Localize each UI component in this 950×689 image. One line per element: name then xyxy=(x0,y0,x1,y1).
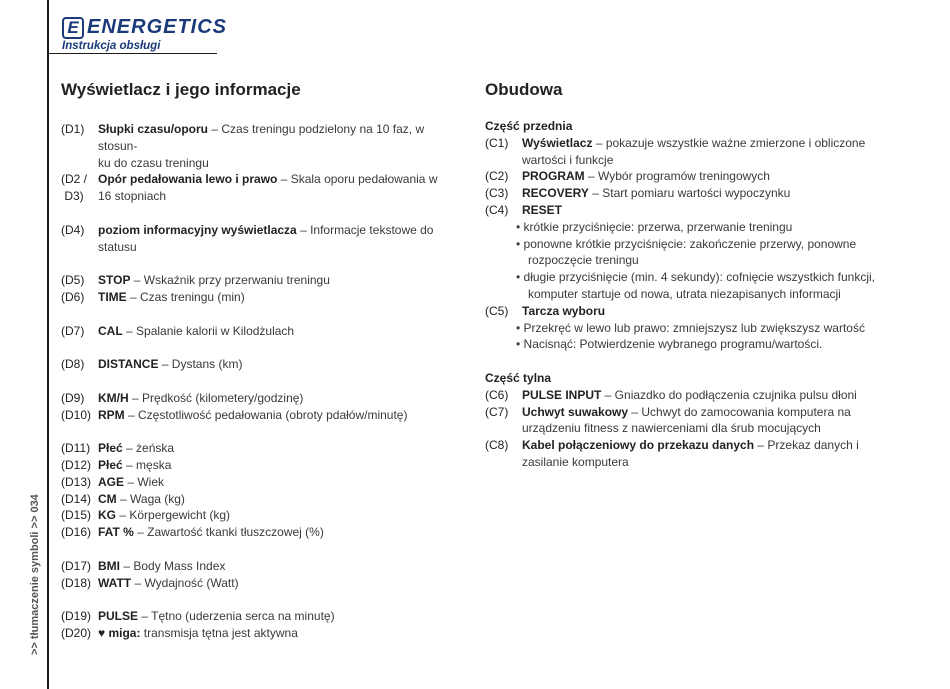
item-label: (D19) xyxy=(61,609,92,624)
item-term: Kabel połączeniowy do przekazu danych xyxy=(522,438,755,453)
item-term: Płeć xyxy=(98,441,123,456)
brand-name: ENERGETICS xyxy=(87,16,228,38)
item-label: (C4) xyxy=(485,202,509,217)
item-label: (D16) xyxy=(61,525,92,540)
item-desc: – Informacje tekstowe do xyxy=(296,222,434,237)
item-term: TIME xyxy=(98,289,127,304)
reset-bullet: • ponowne krótkie przyciśnięcie: zakończenie przerwy, ponowne rozpoczęcie treningu xyxy=(516,236,857,268)
item-label: (D17) xyxy=(61,558,92,573)
legend-item-d5 xyxy=(61,272,461,289)
legend-item-d12 xyxy=(61,457,461,474)
item-term: Słupki czasu/oporu xyxy=(98,122,209,136)
item-label: (D8) xyxy=(61,357,85,372)
item-term: WATT xyxy=(98,575,132,590)
dial-bullet: • Przekręć w lewo lub prawo: zmniejszysz lub zwiększysz wartość xyxy=(516,320,865,335)
item-term: Tarcza wyboru xyxy=(522,303,606,318)
item-label: (C2) xyxy=(485,169,509,184)
legend-item-d9 xyxy=(61,390,461,407)
item-term: PULSE xyxy=(98,609,139,624)
item-desc: – Start pomiaru wartości wypoczynku xyxy=(588,186,791,201)
item-label: (D5) xyxy=(61,273,85,288)
item-term: RESET xyxy=(522,202,563,217)
item-desc: – Przekaz danych i xyxy=(754,438,859,453)
item-term: AGE xyxy=(98,474,125,489)
item-label: (C1) xyxy=(485,135,509,150)
item-desc: – Spalanie kalorii w Kilodżulach xyxy=(122,323,295,338)
item-label: (D13) xyxy=(61,474,92,489)
item-desc: – Prędkość (kilometery/godzinę) xyxy=(128,390,304,405)
legend-item-d1 xyxy=(61,121,461,171)
item-term: Uchwyt suwakowy xyxy=(522,404,629,419)
item-label: (D10) xyxy=(61,407,92,422)
item-term: KG xyxy=(98,508,116,523)
item-label: (C5) xyxy=(485,303,509,318)
front-heading: Część przednia xyxy=(485,119,573,133)
item-label: (D15) xyxy=(61,508,92,523)
item-label: (D6) xyxy=(61,289,85,304)
item-desc-cont: urządzeniu fitness z nawierceniami dla śrub mocujących xyxy=(522,421,821,436)
item-desc-cont: zasilanie komputera xyxy=(522,454,629,469)
legend-item-c6 xyxy=(485,387,905,404)
legend-item-d19 xyxy=(61,608,461,625)
legend-item-d15 xyxy=(61,507,461,524)
item-label: (D7) xyxy=(61,323,85,338)
item-desc: – Uchwyt do zamocowania komputera na xyxy=(628,404,851,419)
item-label: (D9) xyxy=(61,390,85,405)
item-term: Płeć xyxy=(98,457,123,472)
display-legend xyxy=(61,121,461,642)
item-desc: – Körpergewicht (kg) xyxy=(116,508,231,523)
legend-item-d17 xyxy=(61,558,461,575)
item-desc-cont: wartości i funkcje xyxy=(522,152,614,167)
item-desc: – Wskaźnik przy przerwaniu treningu xyxy=(130,273,330,288)
manual-subtitle: Instrukcja obsługi xyxy=(62,40,161,52)
legend-item-d13 xyxy=(61,474,461,491)
item-label: (C6) xyxy=(485,387,509,402)
item-term: PROGRAM xyxy=(522,169,585,184)
item-term: CAL xyxy=(98,323,123,338)
item-desc-cont: 16 stopniach xyxy=(98,189,167,204)
legend-item-d8 xyxy=(61,356,461,373)
item-label: (D11) xyxy=(61,441,91,456)
display-section-title: Wyświetlacz i jego informacje xyxy=(61,80,301,99)
item-desc: – Body Mass Index xyxy=(120,558,226,573)
item-label: (D4) xyxy=(61,222,85,237)
item-label: (C8) xyxy=(485,438,509,453)
item-label: (C3) xyxy=(485,186,509,201)
item-label: (D18) xyxy=(61,575,92,590)
item-term: STOP xyxy=(98,273,131,288)
item-label-cont: D3) xyxy=(64,189,84,204)
legend-item-c4 xyxy=(485,202,905,219)
item-desc: – Częstotliwość pedałowania (obroty pdałów/minutę) xyxy=(124,407,408,422)
legend-item-d4 xyxy=(61,222,461,256)
legend-item-c3 xyxy=(485,185,905,202)
item-term: ♥ miga: xyxy=(98,625,141,640)
margin-rule xyxy=(47,0,49,689)
brand-logo xyxy=(62,16,227,39)
legend-item-d14 xyxy=(61,491,461,508)
legend-item-c7 xyxy=(485,404,905,438)
legend-item-d11 xyxy=(61,440,461,457)
item-desc: – Zawartość tkanki tłuszczowej (%) xyxy=(133,525,324,540)
legend-item-c5 xyxy=(485,303,905,320)
item-term: RECOVERY xyxy=(522,186,589,201)
legend-item-c2 xyxy=(485,168,905,185)
item-desc: – męska xyxy=(122,457,172,472)
item-desc: – Dystans (km) xyxy=(158,357,243,372)
legend-item-d16 xyxy=(61,524,461,541)
item-desc-cont: ku do czasu treningu xyxy=(98,155,209,170)
housing-section-title: Obudowa xyxy=(485,80,563,99)
item-label: (D2 / xyxy=(61,172,88,187)
item-desc: – Wydajność (Watt) xyxy=(131,575,239,590)
item-label: (D20) xyxy=(61,625,92,640)
item-term: RPM xyxy=(98,407,125,422)
item-label: (D12) xyxy=(61,457,92,472)
item-term: BMI xyxy=(98,558,120,573)
legend-item-d10 xyxy=(61,407,461,424)
item-desc: – pokazuje wszystkie ważne zmierzone i obliczone xyxy=(592,135,866,150)
legend-item-c8 xyxy=(485,437,905,471)
legend-item-d20 xyxy=(61,625,461,642)
legend-item-d2-d3 xyxy=(61,171,461,205)
legend-item-d7 xyxy=(61,323,461,340)
reset-bullet: • długie przyciśnięcie (min. 4 sekundy): cofnięcie wszystkich funkcji, komputer startuje od nowa, utrata niezapisanych informacji xyxy=(516,270,876,301)
item-desc: – Skala oporu pedałowania w xyxy=(277,172,438,187)
header-underline xyxy=(47,53,217,54)
dial-bullet: • Nacisnąć: Potwierdzenie wybranego programu/wartości. xyxy=(516,337,823,352)
item-term: KM/H xyxy=(98,390,129,405)
legend-item-c1 xyxy=(485,135,905,169)
item-desc: – Czas treningu podzielony na 10 faz, w stosun- xyxy=(98,122,425,153)
housing-legend xyxy=(485,118,905,471)
legend-item-d18 xyxy=(61,575,461,592)
item-desc: – Czas treningu (min) xyxy=(126,289,245,304)
item-desc: – Tętno (uderzenia serca na minutę) xyxy=(138,609,335,624)
item-term: PULSE INPUT xyxy=(522,387,602,402)
item-desc: transmisja tętna jest aktywna xyxy=(140,625,298,640)
item-term: FAT % xyxy=(98,525,134,540)
item-desc: – Wybór programów treningowych xyxy=(584,169,770,184)
item-term: DISTANCE xyxy=(98,357,159,372)
item-label: (D1) xyxy=(61,122,85,136)
legend-item-d6 xyxy=(61,289,461,306)
side-page-label: >> tłumaczenie symboli >> 034 xyxy=(29,494,41,655)
item-desc: – Gniazdko do podłączenia czujnika pulsu dłoni xyxy=(601,387,857,402)
item-desc: – żeńska xyxy=(122,441,175,456)
logo-e-icon: E xyxy=(62,17,84,39)
item-term: poziom informacyjny wyświetlacza xyxy=(98,222,297,237)
item-desc-cont: statusu xyxy=(98,239,137,254)
item-term: Wyświetlacz xyxy=(522,135,593,150)
item-term: CM xyxy=(98,491,117,506)
reset-bullet: • krótkie przyciśnięcie: przerwa, przerwanie treningu xyxy=(516,219,793,234)
item-desc: – Wiek xyxy=(124,474,165,489)
item-desc: – Waga (kg) xyxy=(116,491,185,506)
back-heading: Część tylna xyxy=(485,370,552,385)
item-label: (C7) xyxy=(485,404,509,419)
item-label: (D14) xyxy=(61,491,92,506)
item-term: Opór pedałowania lewo i prawo xyxy=(98,172,278,187)
